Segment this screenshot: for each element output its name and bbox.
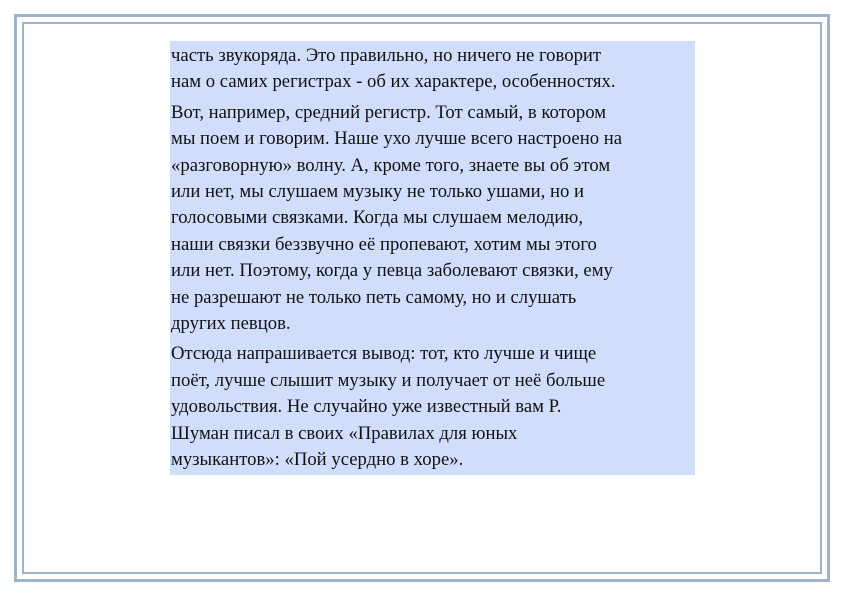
text-line: не разрешают не только петь самому, но и слушать xyxy=(171,286,577,308)
text-line: Отсюда напрашивается вывод: тот, кто лучше и чище xyxy=(171,343,597,365)
text-line: наши связки беззвучно её пропевают, хотим мы этого xyxy=(171,233,597,255)
text-line: нам о самих регистрах - об их характере, особенностях. xyxy=(171,71,616,93)
text-block xyxy=(170,41,695,475)
text-line: «разговорную» волну. А, кроме того, знаете вы об этом xyxy=(171,154,611,176)
text-line: голосовыми связками. Когда мы слушаем мелодию, xyxy=(171,207,584,229)
text-line: Шуман писал в своих «Правилах для юных xyxy=(171,422,518,444)
text-line: или нет. Поэтому, когда у певца заболевают связки, ему xyxy=(171,260,613,282)
text-line: часть звукоряда. Это правильно, но ничего не говорит xyxy=(171,45,602,66)
text-line: или нет, мы слушаем музыку не только ушами, но и xyxy=(171,181,585,203)
paragraph-2 xyxy=(171,100,695,338)
text-line: музыкантов»: «Пой усердно в хоре». xyxy=(171,449,464,471)
text-line: удовольствия. Не случайно уже известный вам Р. xyxy=(171,396,562,418)
paragraph-1 xyxy=(171,43,695,96)
paragraph-3 xyxy=(171,341,695,473)
text-line: мы поем и говорим. Наше ухо лучше всего настроено на xyxy=(171,128,622,150)
text-line: поёт, лучше слышит музыку и получает от неё больше xyxy=(171,369,606,391)
text-line: Вот, например, средний регистр. Тот самый, в котором xyxy=(171,101,607,123)
text-line: других певцов. xyxy=(171,313,291,335)
